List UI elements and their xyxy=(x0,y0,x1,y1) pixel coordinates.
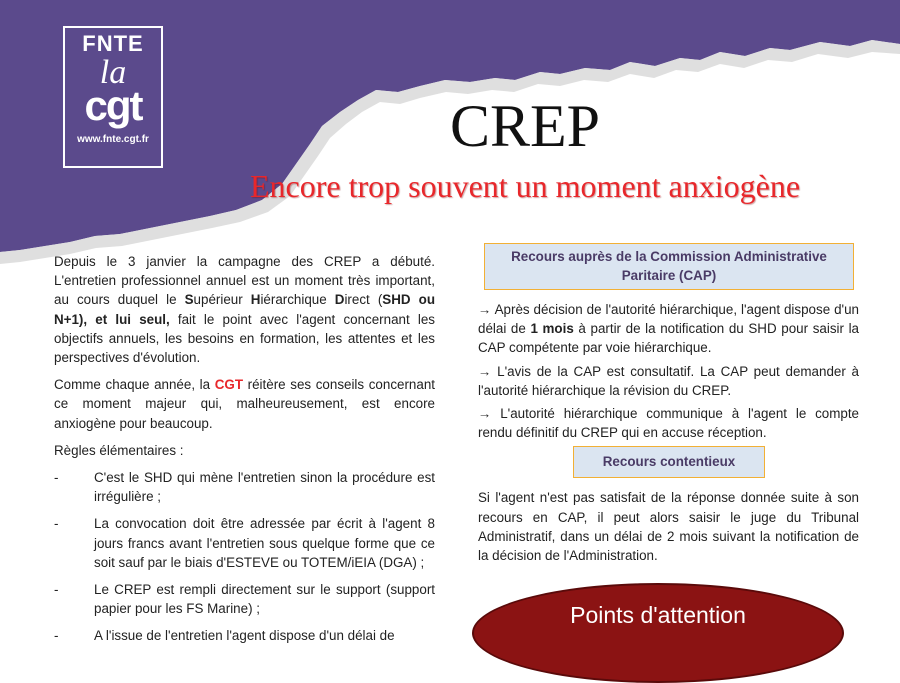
intro-paragraph xyxy=(54,252,435,367)
logo-url: www.fnte.cgt.fr xyxy=(77,134,149,145)
arrow-icon: → xyxy=(478,363,492,379)
list-item xyxy=(54,580,435,618)
intro-d: D xyxy=(334,292,345,308)
points-attention-banner: Points d'attention xyxy=(472,583,844,683)
cap-paragraph-1 xyxy=(478,300,859,358)
cap-recourse-heading: Recours auprès de la Commission Administrative Paritaire (CAP) xyxy=(484,243,854,290)
dash-bullet: - xyxy=(54,470,59,486)
contentious-paragraph: Si l'agent n'est pas satisfait de la réponse donnée suite à son recours en CAP, il peut alors saisir le juge du Tribunal Administratif, dans un délai de 2 mois suivant la notification de la décision de l'Administration. xyxy=(478,490,859,564)
cgt-highlight: CGT xyxy=(214,377,244,393)
arrow-icon: → xyxy=(478,406,492,422)
list-item xyxy=(54,514,435,572)
rules-title: Règles élémentaires : xyxy=(54,442,184,458)
intro-h: H xyxy=(250,292,261,308)
cap-p3-text: L'autorité hiérarchique communique à l'agent le compte rendu définitif du CREP qui en accuse réception. xyxy=(478,406,859,441)
cap-p1-text-1: Après décision de l'autorité hiérarchique, l'agent dispose d'un délai de xyxy=(478,302,859,337)
rule-text: La convocation doit être adressée par écrit à l'agent 8 jours francs avant l'entretien sous quelque forme que ce soit sauf par le biais d'ESTEVE ou TOTEM/iEIA (DGA) ; xyxy=(94,516,435,570)
intro-bold: SHD ou N+1), et lui seul, xyxy=(54,292,436,327)
dash-bullet: - xyxy=(54,628,59,644)
left-column xyxy=(54,252,435,654)
list-item xyxy=(54,626,435,645)
fnte-cgt-logo xyxy=(63,26,163,168)
cap-paragraph-2 xyxy=(478,362,859,400)
cgt-paragraph xyxy=(54,375,435,433)
cap-p1-text-2: à partir de la notification du SHD pour saisir la CAP compétente par voie hiérarchique. xyxy=(478,321,860,356)
cap-paragraph-3 xyxy=(478,404,859,442)
list-item xyxy=(54,468,435,506)
intro-text-3: iérarchique xyxy=(260,292,335,308)
cap-p1-bold: 1 mois xyxy=(530,321,574,337)
arrow-icon: → xyxy=(478,302,492,317)
cap-p2-text: L'avis de la CAP est consultatif. La CAP peut demander à l'autorité hiérarchique la révision du CREP. xyxy=(478,363,859,398)
intro-s: S xyxy=(184,292,194,308)
rule-text: C'est le SHD qui mène l'entretien sinon la procédure est irrégulière ; xyxy=(94,470,435,505)
dash-bullet: - xyxy=(54,516,59,532)
dash-bullet: - xyxy=(54,582,59,598)
logo-cgt: cgt xyxy=(84,82,142,129)
intro-text-5: fait le point avec l'agent concernant les objectifs annuels, les besoins en formation, les attentes et les perspectives d'évolution. xyxy=(54,311,435,366)
rules-list xyxy=(54,468,435,646)
intro-text-1: Depuis le 3 janvier la campagne des CREP a débuté. L'entretien professionnel annuel est un moment très important, au cours duquel le xyxy=(54,254,435,308)
rule-text: A l'issue de l'entretien l'agent dispose d'un délai de xyxy=(94,628,395,644)
cgt-text-1: Comme chaque année, la xyxy=(54,377,215,393)
logo-la: la xyxy=(99,54,127,91)
rule-text: Le CREP est rempli directement sur le support (support papier pour les FS Marine) ; xyxy=(94,582,435,617)
contentious-recourse-heading: Recours contentieux xyxy=(573,446,765,478)
intro-text-2: upérieur xyxy=(193,292,251,308)
page-subtitle: Encore trop souvent un moment anxiogène xyxy=(249,168,801,204)
cgt-text-2: réitère ses conseils concernant ce moment majeur qui, malheureusement, est encore anxiogène pour beaucoup. xyxy=(54,377,435,431)
right-column xyxy=(478,243,859,569)
page-title: CREP xyxy=(449,93,601,159)
logo-fnte: FNTE xyxy=(82,31,144,56)
intro-text-4: irect ( xyxy=(344,292,383,308)
